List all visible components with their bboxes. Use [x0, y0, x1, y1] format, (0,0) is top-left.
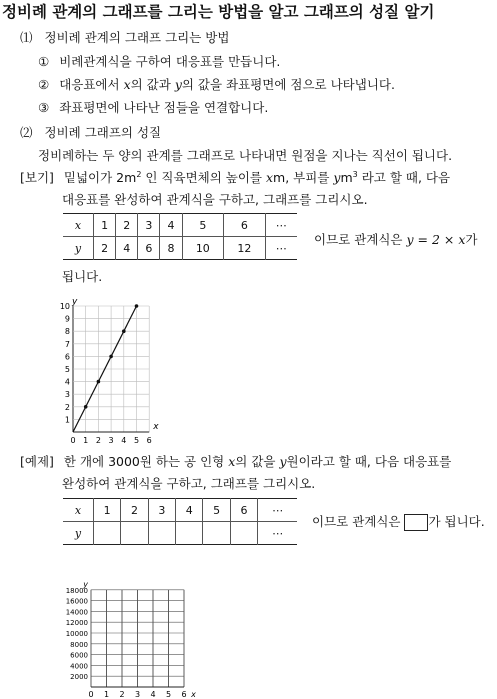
exercise-tag: [예제] [20, 454, 54, 469]
section2-number: ⑵ [20, 125, 33, 140]
page-title: 정비례 관계의 그래프를 그리는 방법을 알고 그래프의 성질 알기 [2, 3, 435, 21]
y-tick-label: 2000 [70, 673, 88, 682]
table-header-x: x [63, 499, 94, 522]
example-tag: [보기] [20, 170, 54, 185]
table-cell: 4 [176, 499, 203, 522]
example-sup: 2 [136, 169, 142, 179]
table-cell: ⋯ [265, 237, 297, 260]
y-tick-label: 6 [64, 352, 70, 362]
table-header-y: y [74, 526, 82, 540]
table-answer-cell[interactable] [203, 522, 230, 545]
y-tick-label: 10 [59, 302, 70, 311]
y-tick-label: 5 [64, 365, 70, 374]
table-cell: ⋯ [265, 214, 297, 237]
example-graph-ticks [60, 297, 159, 445]
exercise-graph [55, 579, 196, 699]
y-tick-label: 16000 [65, 597, 88, 606]
var-y: y [174, 77, 182, 92]
answer-box[interactable] [404, 514, 428, 531]
y-tick-label: 10000 [65, 630, 88, 638]
example-graph-grid [73, 306, 149, 432]
x-tick-label: 2 [119, 690, 125, 699]
x-tick-label: 1 [103, 690, 110, 699]
y-axis-label: y [83, 579, 88, 589]
example-sup2: 3 [352, 169, 358, 179]
y-tick-label: 4000 [70, 662, 88, 671]
var-y: y [333, 170, 341, 185]
exercise-text-a: 한 개에 3000원 하는 공 인형 [63, 454, 229, 469]
exercise-relation [312, 512, 485, 531]
relation-equation: y = 2 × x [406, 232, 466, 247]
x-tick-label: 3 [134, 690, 141, 699]
step-1-text: 비례관계식을 구하여 대응표를 만듭니다. [59, 54, 281, 69]
example-relation [314, 230, 477, 248]
example-table [63, 213, 297, 260]
step-3-number: ③ [38, 100, 50, 115]
x-tick-label: 6 [146, 436, 152, 445]
section1-heading [20, 28, 229, 46]
relation-text-b: 가 [465, 232, 478, 247]
x-tick-label: 3 [108, 436, 114, 445]
table-answer-cell[interactable] [121, 522, 148, 545]
table-cell: 4 [116, 237, 138, 260]
table-cell: 3 [138, 214, 160, 237]
table-answer-cell[interactable] [148, 522, 175, 545]
example-unit: m [340, 170, 353, 185]
example-graph-points [73, 304, 138, 432]
table-header-y: y [74, 241, 82, 255]
exercise-table [63, 498, 297, 545]
y-tick-label: 9 [64, 314, 70, 324]
exercise-graph-grid [91, 590, 184, 687]
example-conclusion: 됩니다. [62, 269, 103, 284]
table-answer-cell[interactable] [230, 522, 257, 545]
y-tick-label: 2 [64, 402, 70, 412]
y-tick-label: 7 [64, 339, 70, 349]
x-tick-label: 4 [150, 690, 156, 699]
example-text-c: 인 직육면체의 높이를 [141, 170, 266, 185]
example-graph [55, 295, 167, 445]
data-point [135, 304, 139, 308]
table-cell: 6 [138, 237, 160, 260]
table-cell: 2 [116, 214, 138, 237]
var-x: x [123, 77, 131, 92]
table-cell: 5 [182, 214, 224, 237]
step-2-number: ② [38, 77, 50, 92]
step-2-text-a: 대응표에서 [59, 77, 124, 92]
table-cell: ⋯ [258, 499, 297, 522]
x-axis-label: x [191, 690, 196, 699]
var-x: x [228, 454, 236, 469]
table-answer-cell[interactable] [176, 522, 203, 545]
y-tick-label: 12000 [65, 619, 88, 628]
relation-text-a: 이므로 관계식은 [314, 232, 407, 247]
example-text-d: m, 부피를 [273, 170, 334, 185]
example-line1 [20, 168, 450, 186]
table-cell: 6 [224, 214, 266, 237]
table-cell: ⋯ [258, 522, 297, 545]
x-tick-label: 6 [181, 690, 187, 699]
section1-number: ⑴ [20, 30, 33, 45]
step-3 [38, 98, 268, 116]
table-header-x: x [63, 214, 94, 237]
section2-heading [20, 123, 161, 141]
table-answer-cell[interactable] [94, 522, 121, 545]
exercise-line2: 완성하여 관계식을 구하고, 그래프를 그리시오. [62, 476, 316, 491]
table-cell: 6 [230, 499, 257, 522]
exercise-graph-ticks [66, 580, 196, 699]
table-cell: 12 [224, 237, 266, 260]
y-tick-label: 1 [64, 415, 70, 425]
relation-text-b: 가 됩니다. [428, 514, 485, 529]
x-tick-label: 4 [121, 436, 127, 445]
y-axis-label: y [72, 297, 78, 307]
var-y: y [279, 454, 287, 469]
example-text-f: 라고 할 때, 다음 [357, 170, 451, 185]
step-1 [38, 52, 280, 70]
example-line2: 대응표를 완성하여 관계식을 구하고, 그래프를 그리시오. [62, 192, 368, 207]
step-2 [38, 75, 395, 93]
y-tick-label: 4 [64, 377, 70, 387]
table-cell: 3 [148, 499, 175, 522]
table-cell: 1 [94, 499, 121, 522]
x-axis-label: x [153, 422, 159, 432]
x-tick-label: 0 [70, 436, 76, 445]
y-tick-label: 14000 [65, 608, 88, 617]
y-tick-label: 8 [64, 327, 70, 337]
x-tick-label: 5 [165, 690, 172, 699]
table-row [63, 522, 297, 545]
exercise-text-c: 원이라고 할 때, 다음 대응표를 [286, 454, 452, 469]
table-row [63, 237, 297, 260]
exercise-text-b: 의 값을 [235, 454, 280, 469]
y-tick-label: 6000 [70, 651, 88, 660]
step-3-text: 좌표평면에 나타난 점들을 연결합니다. [59, 100, 269, 115]
table-row [63, 499, 297, 522]
exercise-line1 [20, 452, 451, 470]
x-tick-label: 2 [95, 436, 101, 445]
data-point [109, 355, 113, 359]
table-cell: 1 [94, 214, 116, 237]
var-x: x [265, 170, 274, 185]
x-tick-label: 5 [133, 436, 140, 445]
data-point [84, 405, 88, 409]
table-row [63, 214, 297, 237]
x-tick-label: 1 [83, 436, 89, 445]
table-cell: 10 [182, 237, 224, 260]
section2-text: 정비례하는 두 양의 관계를 그래프로 나타내면 원점을 지나는 직선이 됩니다. [38, 148, 453, 163]
x-tick-label: 0 [88, 690, 94, 699]
step-1-number: ① [38, 54, 50, 69]
data-point [122, 329, 126, 333]
table-cell: 2 [94, 237, 116, 260]
example-area: 2m [116, 170, 137, 185]
data-point [97, 380, 101, 384]
y-tick-label: 3 [64, 390, 70, 400]
section2-title: 정비례 그래프의 성질 [44, 125, 162, 140]
y-tick-label: 8000 [70, 640, 88, 649]
example-text-a: 밑넓이가 [63, 170, 117, 185]
y-tick-label: 18000 [65, 586, 88, 595]
table-cell: 2 [121, 499, 148, 522]
table-cell: 5 [203, 499, 230, 522]
section1-title: 정비례 관계의 그래프 그리는 방법 [44, 30, 230, 45]
step-2-text-b: 의 값과 [130, 77, 175, 92]
relation-text-a: 이므로 관계식은 [312, 514, 405, 529]
table-cell: 8 [160, 237, 182, 260]
table-cell: 4 [160, 214, 182, 237]
step-2-text-c: 의 값을 좌표평면에 점으로 나타냅니다. [181, 77, 395, 92]
